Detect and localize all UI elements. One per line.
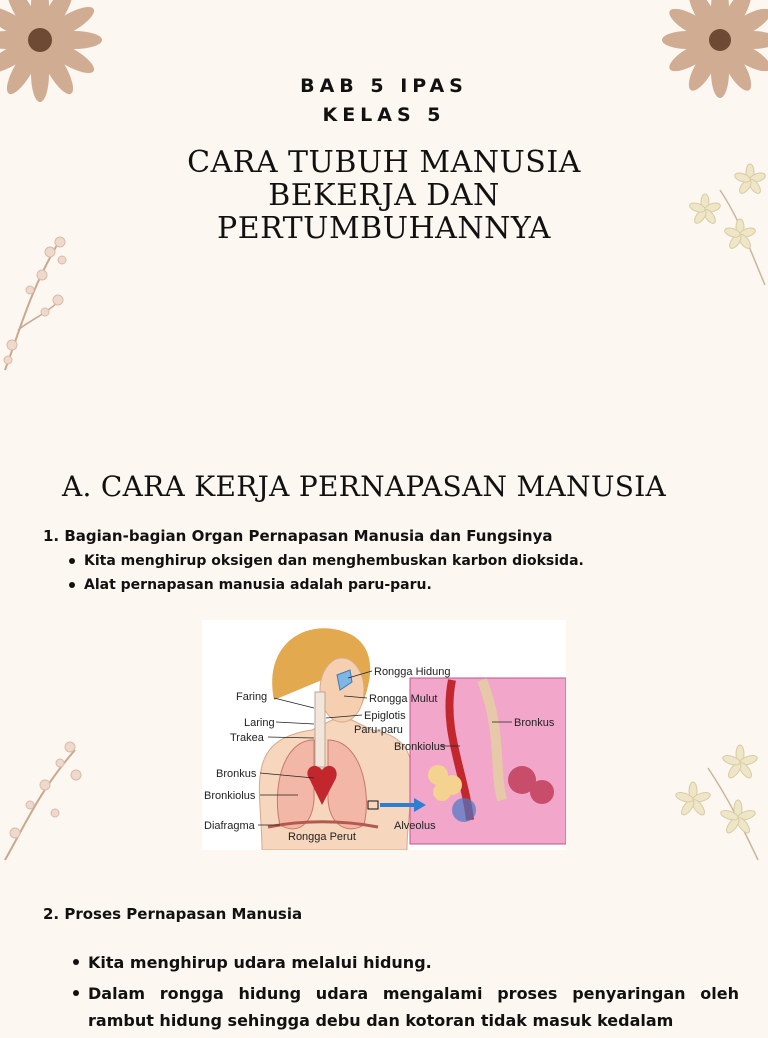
subheading-1: 1. Bagian-bagian Organ Pernapasan Manusia dan Fungsinya: [43, 527, 553, 545]
list-item: Alat pernapasan manusia adalah paru-paru.: [84, 575, 724, 599]
label-bronkus-left: Bronkus: [216, 768, 257, 780]
label-rongga-hidung: Rongga Hidung: [374, 666, 451, 678]
label-faring: Faring: [236, 691, 268, 703]
subheading-2: 2. Proses Pernapasan Manusia: [43, 905, 303, 923]
white-flower-lower-right-icon: [668, 738, 768, 863]
label-laring: Laring: [244, 717, 275, 729]
page-title: [0, 146, 768, 245]
label-bronkiolus-left: Bronkiolus: [204, 790, 256, 802]
label-alveolus: Alveolus: [394, 820, 436, 832]
label-bronkiolus-right: Bronkiolus: [394, 741, 446, 753]
label-rongga-mulut: Rongga Mulut: [369, 693, 438, 705]
bullet-list-2: [88, 949, 739, 1038]
respiratory-diagram-illustration: [202, 620, 566, 850]
title-line-3: PERTUMBUHANNYA: [217, 211, 551, 246]
list-item: Kita menghirup oksigen dan menghembuskan karbon dioksida.: [84, 551, 724, 575]
label-bronkus-right: Bronkus: [514, 717, 555, 729]
label-paru-paru: Paru-paru: [354, 724, 403, 736]
label-rongga-perut: Rongga Perut: [288, 831, 356, 843]
title-line-1: CARA TUBUH MANUSIA: [187, 145, 581, 180]
respiratory-diagram: [202, 620, 566, 850]
section-a-title: A. CARA KERJA PERNAPASAN MANUSIA: [62, 470, 667, 503]
berry-sprig-left-icon: [0, 230, 80, 380]
flower-top-left-icon: [0, 0, 120, 120]
grade-label: KELAS 5: [322, 104, 446, 126]
list-item: Dalam rongga hidung udara mengalami proses penyaringan oleh rambut hidung sehingga debu dan kotoran tidak masuk kedalam: [88, 980, 739, 1034]
flower-top-right-icon: [650, 0, 768, 115]
list-item: Kita menghirup udara melalui hidung.: [88, 949, 739, 976]
bullet-list-1: [84, 551, 724, 599]
label-diafragma: Diafragma: [204, 820, 255, 832]
title-line-2: BEKERJA DAN: [268, 178, 500, 213]
berry-sprig-lower-left-icon: [0, 735, 90, 865]
label-trakea: Trakea: [230, 732, 264, 744]
label-epiglotis: Epiglotis: [364, 710, 406, 722]
chapter-label: BAB 5 IPAS: [300, 75, 468, 97]
